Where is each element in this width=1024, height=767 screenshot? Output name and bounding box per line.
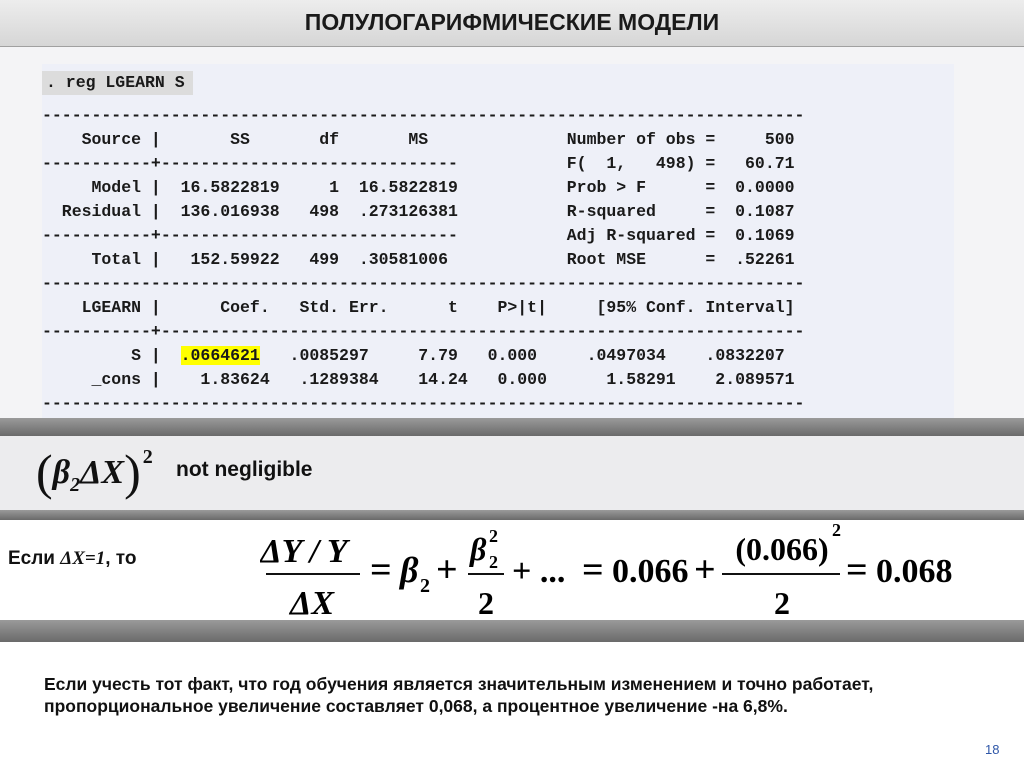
stata-line: Total | 152.59922 499 .30581006 Root MSE = .52261 (42, 250, 795, 269)
stata-line: Source | SS df MS Number of obs = 500 (42, 130, 795, 149)
example-condition: Если ΔX=1, то (8, 548, 137, 569)
svg-text:+ ...: + ... (512, 553, 566, 590)
svg-text:2: 2 (478, 585, 494, 620)
svg-text:2: 2 (489, 552, 498, 572)
squared-term-formula: $(\beta_2\Delta X)$ $^2$ (36, 444, 153, 500)
stata-line: LGEARN | Coef. Std. Err. t P>|t| [95% Conf. Interval] (42, 298, 795, 317)
stata-line: ----------------------------------------------------------------------------- (42, 106, 805, 125)
svg-text:β: β (470, 531, 487, 567)
svg-text:+: + (694, 549, 716, 591)
divider (0, 418, 1024, 436)
negligible-panel (0, 436, 1024, 510)
slide-title: ПОЛУЛОГАРИФМИЧЕСКИЕ МОДЕЛИ (304, 9, 720, 35)
coef-row-s-label: S | (42, 346, 181, 365)
svg-text:=: = (370, 549, 392, 591)
svg-text:0.066: 0.066 (612, 553, 689, 590)
svg-text:ΔY / Y: ΔY / Y (260, 533, 348, 570)
stata-line: ----------------------------------------------------------------------------- (42, 274, 805, 293)
svg-text:=: = (846, 549, 868, 591)
coef-row-s-values: .0085297 7.79 0.000 .0497034 .0832207 (259, 346, 785, 365)
not-negligible-label: not negligible (176, 458, 313, 481)
coef-row-s (42, 344, 785, 368)
stata-line: -----------+------------------------------ Adj R-squared = 0.1069 (42, 226, 795, 245)
svg-text:ΔX: ΔX (290, 585, 334, 620)
conclusion-text: Если учесть тот факт, что год обучения является значительным изменением и точно работает, пропорциональное увеличение составляет 0,068, а процентное увеличение -на 6,8%. (44, 674, 874, 716)
svg-text:+: + (436, 549, 458, 591)
svg-text:2: 2 (774, 585, 790, 620)
stata-line: -----------+----------------------------------------------------------------- (42, 322, 805, 341)
coef-row-cons: _cons | 1.83624 .1289384 14.24 0.000 1.58291 2.089571 (42, 370, 795, 389)
title-bar (0, 0, 1024, 47)
stata-line: Residual | 136.016938 498 .273126381 R-squared = 0.1087 (42, 202, 795, 221)
svg-text:2: 2 (489, 526, 498, 546)
stata-line: Model | 16.5822819 1 16.5822819 Prob > F = 0.0000 (42, 178, 795, 197)
page-number: 18 (985, 742, 1000, 757)
svg-text:β: β (400, 550, 419, 590)
stata-line: -----------+------------------------------ F( 1, 498) = 60.71 (42, 154, 795, 173)
svg-text:(0.066): (0.066) (735, 531, 829, 567)
highlighted-coefficient: .0664621 (180, 346, 260, 365)
svg-text:0.068: 0.068 (876, 553, 953, 590)
stata-line: ----------------------------------------------------------------------------- (42, 394, 805, 413)
semilog-effect-formula (260, 518, 970, 620)
divider (0, 620, 1024, 642)
stata-command: . reg LGEARN S (42, 71, 193, 95)
svg-text:2: 2 (832, 520, 841, 540)
svg-text:2: 2 (420, 575, 430, 597)
svg-text:=: = (582, 549, 604, 591)
